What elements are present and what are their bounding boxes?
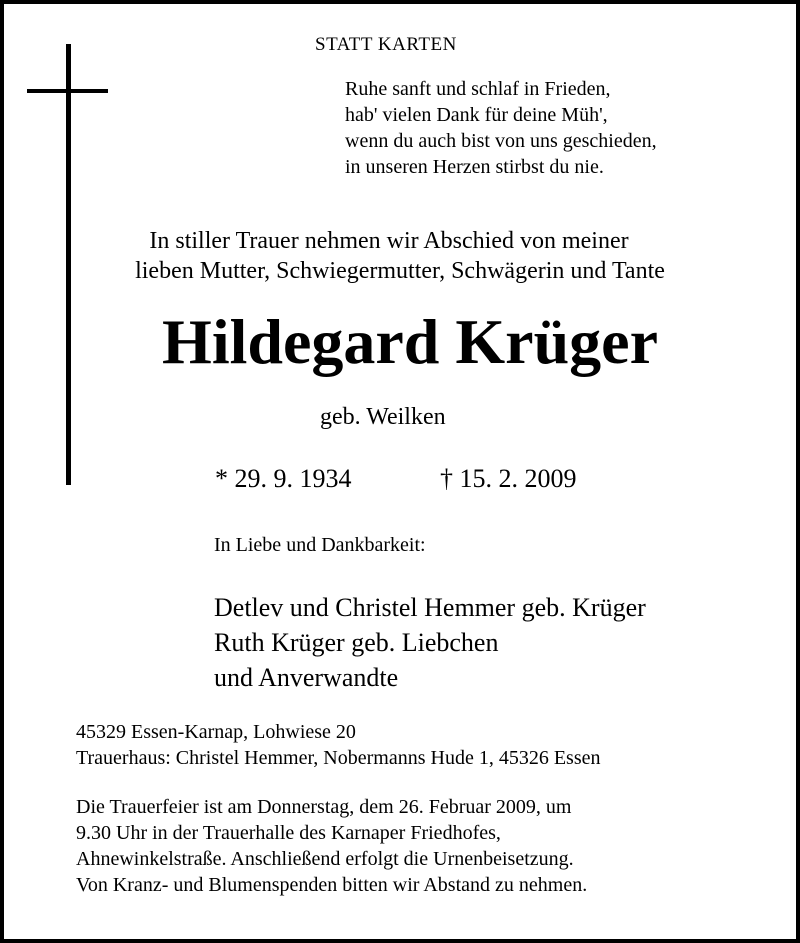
cross-icon-bar <box>27 89 108 93</box>
poem-line: in unseren Herzen stirbst du nie. <box>345 156 604 178</box>
address-line: Trauerhaus: Christel Hemmer, Nobermanns Hude 1, 45326 Essen <box>76 747 601 769</box>
poem-line: wenn du auch bist von uns geschieden, <box>345 130 657 152</box>
service-line: 9.30 Uhr in der Trauerhalle des Karnaper Friedhofes, <box>76 822 501 844</box>
service-line: Ahnewinkelstraße. Anschließend erfolgt die Urnenbeisetzung. <box>76 848 574 870</box>
death-date: † 15. 2. 2009 <box>440 464 577 493</box>
poem-line: hab' vielen Dank für deine Müh', <box>345 104 608 126</box>
service-info <box>76 794 587 898</box>
family-list <box>214 590 646 695</box>
service-line: Die Trauerfeier ist am Donnerstag, dem 26. Februar 2009, um <box>76 796 572 818</box>
family-line: und Anverwandte <box>214 663 399 692</box>
thanks-line: In Liebe und Dankbarkeit: <box>214 534 426 556</box>
service-line: Von Kranz- und Blumenspenden bitten wir Abstand zu nehmen. <box>76 874 588 896</box>
intro-line: lieben Mutter, Schwiegermutter, Schwägerin und Tante <box>135 258 665 284</box>
header-statt-karten: STATT KARTEN <box>315 34 457 55</box>
family-line: Ruth Krüger geb. Liebchen <box>214 628 499 657</box>
poem <box>345 76 657 180</box>
birth-date: * 29. 9. 1934 <box>215 464 352 493</box>
intro-text <box>0 226 800 286</box>
poem-line: Ruhe sanft und schlaf in Frieden, <box>345 78 611 100</box>
maiden-name: geb. Weilken <box>320 404 446 430</box>
intro-line: In stiller Trauer nehmen wir Abschied von meiner <box>149 228 629 254</box>
deceased-name: Hildegard Krüger <box>162 306 658 377</box>
family-line: Detlev und Christel Hemmer geb. Krüger <box>214 593 646 622</box>
address-block <box>76 719 600 771</box>
address-line: 45329 Essen-Karnap, Lohwiese 20 <box>76 721 356 743</box>
